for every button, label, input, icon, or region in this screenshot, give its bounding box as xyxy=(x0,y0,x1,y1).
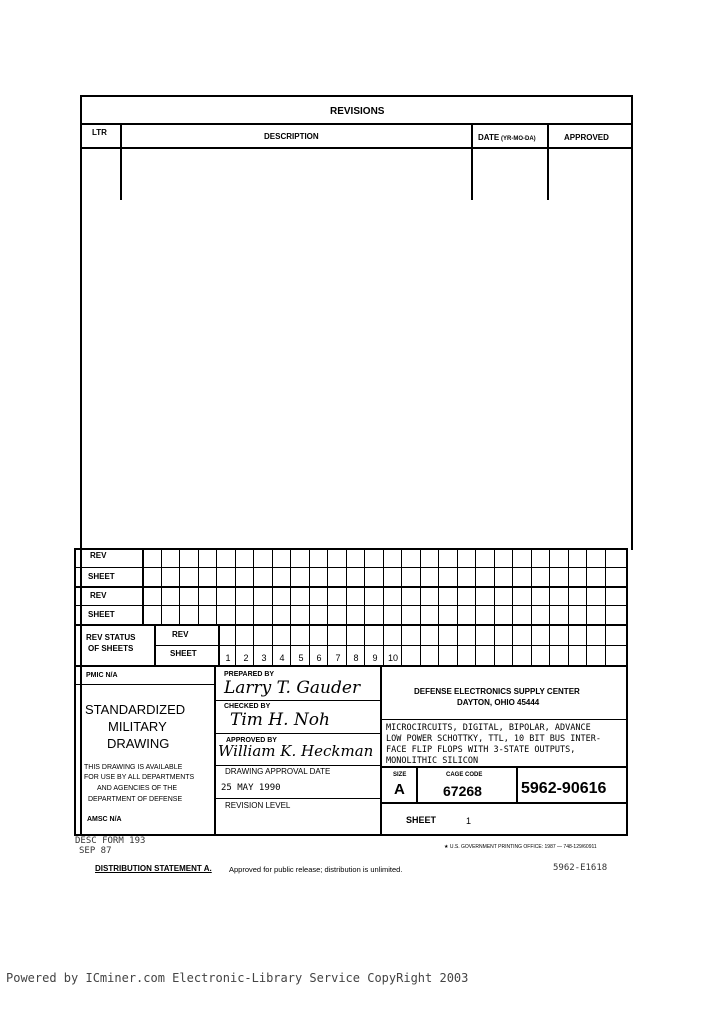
rev-status-label: REV STATUS xyxy=(86,633,136,642)
approval-date-value: 25 MAY 1990 xyxy=(221,783,281,793)
description-line: MONOLITHIC SILICON xyxy=(386,756,479,766)
revisions-title: REVISIONS xyxy=(330,106,385,117)
form-date: SEP 87 xyxy=(79,846,112,856)
approved-header: APPROVED xyxy=(564,133,609,142)
grid-divider xyxy=(457,548,458,665)
grid-divider xyxy=(235,548,236,665)
standardized-title: STANDARDIZED xyxy=(85,702,186,717)
size-label: SIZE xyxy=(393,772,407,778)
ltr-header: LTR xyxy=(92,128,107,137)
sheet-label-1: SHEET xyxy=(88,572,115,581)
prepared-by-signature: Larry T. Gauder xyxy=(224,678,361,698)
powered-by-footer: Powered by ICminer.com Electronic-Library Service CopyRight 2003 xyxy=(6,971,469,985)
sheet-number: 7 xyxy=(335,653,341,663)
grid-divider xyxy=(475,548,476,665)
date-format-header: (YR-MO-DA) xyxy=(501,136,536,142)
agency-city: DAYTON, OHIO 45444 xyxy=(457,698,540,707)
approved-by-label: APPROVED BY xyxy=(226,737,277,744)
sheet-number: 8 xyxy=(353,653,359,663)
availability-line: FOR USE BY ALL DEPARTMENTS xyxy=(84,774,195,781)
grid-divider xyxy=(605,548,606,665)
sheet-number: 4 xyxy=(279,653,285,663)
availability-line: THIS DRAWING IS AVAILABLE xyxy=(84,764,183,771)
approval-date-label: DRAWING APPROVAL DATE xyxy=(225,767,331,776)
distribution-label: DISTRIBUTION STATEMENT A. xyxy=(95,864,212,873)
checked-by-label: CHECKED BY xyxy=(224,703,271,710)
availability-line: AND AGENCIES OF THE xyxy=(97,785,177,792)
amsc-label: AMSC N/A xyxy=(87,816,122,823)
sheet-value: 1 xyxy=(466,816,472,826)
grid-divider xyxy=(346,548,347,665)
grid-divider xyxy=(161,548,162,625)
document-number: 5962-E1618 xyxy=(553,863,608,873)
grid-divider xyxy=(327,548,328,665)
pmic-label: PMIC N/A xyxy=(86,672,118,679)
size-value: A xyxy=(394,781,405,798)
grid-divider xyxy=(586,548,587,665)
rev-label-2: REV xyxy=(90,591,107,600)
sheet-number: 10 xyxy=(387,653,398,663)
prepared-by-label: PREPARED BY xyxy=(224,671,275,678)
grid-divider xyxy=(438,548,439,665)
description-header: DESCRIPTION xyxy=(264,132,319,141)
grid-divider xyxy=(179,548,180,625)
grid-divider xyxy=(272,548,273,665)
approved-by-signature: William K. Heckman xyxy=(218,742,374,760)
sheet-label: SHEET xyxy=(406,815,437,825)
grid-divider xyxy=(383,548,384,665)
date-header: DATE xyxy=(478,133,500,142)
grid-divider xyxy=(253,548,254,665)
sheet-number: 5 xyxy=(298,653,304,663)
grid-divider xyxy=(401,548,402,665)
grid-divider xyxy=(494,548,495,665)
description-line: MICROCIRCUITS, DIGITAL, BIPOLAR, ADVANCE xyxy=(386,723,591,733)
grid-divider xyxy=(420,548,421,665)
description-line: LOW POWER SCHOTTKY, TTL, 10 BIT BUS INTER- xyxy=(386,734,601,744)
description-line: FACE FLIP FLOPS WITH 3-STATE OUTPUTS, xyxy=(386,745,576,755)
sheet-number: 9 xyxy=(372,653,378,663)
cage-code-label: CAGE CODE xyxy=(446,772,483,778)
cage-code-value: 67268 xyxy=(443,783,482,799)
rev-label-1: REV xyxy=(90,551,107,560)
printing-office-note: ★ U.S. GOVERNMENT PRINTING OFFICE: 1987 — 748-129/60911 xyxy=(444,844,597,850)
sheet-number: 3 xyxy=(261,653,267,663)
grid-divider xyxy=(512,548,513,665)
grid-divider xyxy=(198,548,199,625)
distribution-text: Approved for public release; distribution is unlimited. xyxy=(229,865,403,874)
sheet-label-2: SHEET xyxy=(88,610,115,619)
grid-divider xyxy=(364,548,365,665)
drawing-title: DRAWING xyxy=(107,736,170,751)
revision-level-label: REVISION LEVEL xyxy=(225,801,291,810)
sheet-number: 6 xyxy=(316,653,322,663)
grid-divider xyxy=(290,548,291,665)
checked-by-signature: Tim H. Noh xyxy=(230,710,330,730)
grid-divider xyxy=(531,548,532,665)
form-number: DESC FORM 193 xyxy=(75,836,146,846)
of-sheets-label: OF SHEETS xyxy=(88,644,134,653)
drawing-number: 5962-90616 xyxy=(521,780,607,797)
grid-divider xyxy=(309,548,310,665)
status-sheet-label: SHEET xyxy=(170,649,197,658)
sheet-number: 1 xyxy=(225,653,231,663)
grid-divider xyxy=(216,548,217,625)
grid-divider xyxy=(549,548,550,665)
sheet-number: 2 xyxy=(243,653,249,663)
agency-name: DEFENSE ELECTRONICS SUPPLY CENTER xyxy=(414,687,580,696)
status-rev-label: REV xyxy=(172,630,189,639)
military-title: MILITARY xyxy=(108,719,167,734)
availability-line: DEPARTMENT OF DEFENSE xyxy=(88,796,183,803)
grid-divider xyxy=(568,548,569,665)
